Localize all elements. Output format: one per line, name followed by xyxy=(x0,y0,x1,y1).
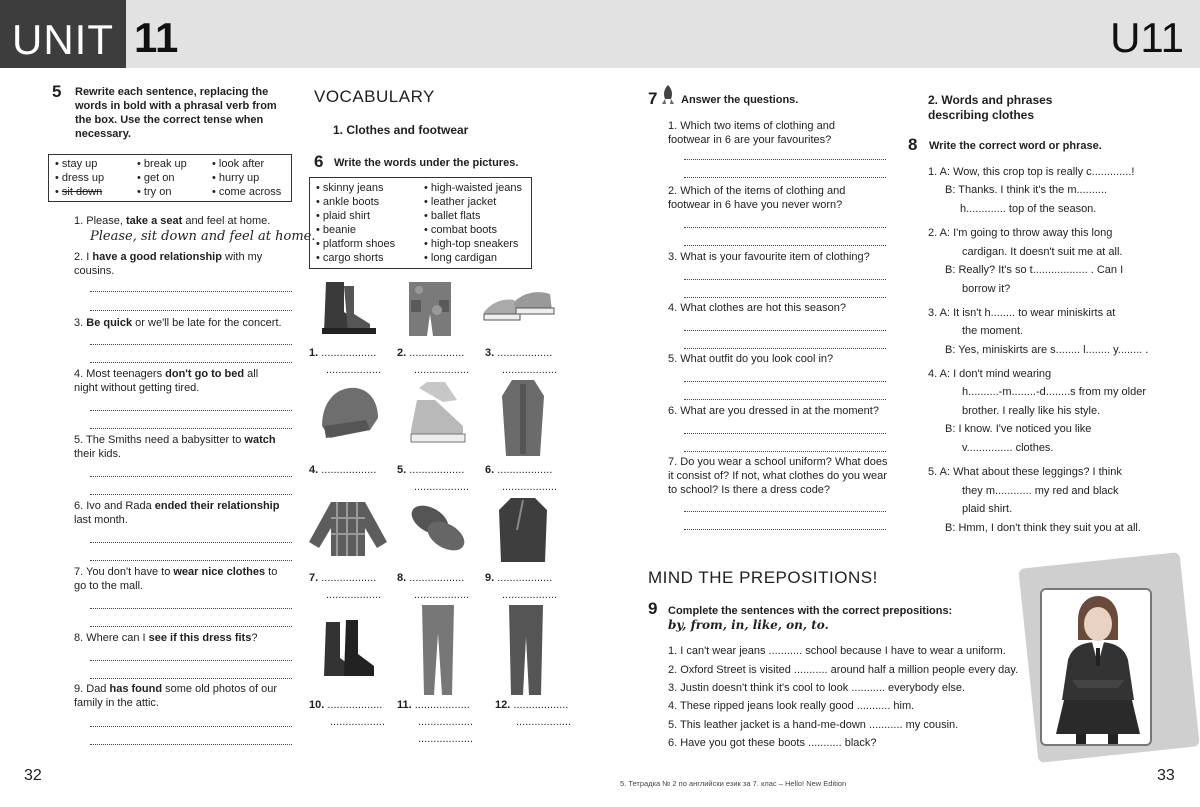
label-8: 8. .................. xyxy=(397,572,465,584)
ex8-line: 4. A: I don't mind wearing xyxy=(928,368,1052,380)
answer-line[interactable] xyxy=(90,362,292,363)
ballet-flats-image xyxy=(408,496,468,558)
ex5-item-8: 8. Where can I see if this dress fits? xyxy=(74,632,258,644)
ex8-line: B: I know. I've noticed you like xyxy=(945,423,1092,435)
ex8-line: B: Really? It's so t.................. . Can I xyxy=(945,264,1124,276)
ex5-item-1: 1. Please, take a seat and feel at home. xyxy=(74,215,271,227)
ex8-line: borrow it? xyxy=(962,283,1011,295)
unit-code: U11 xyxy=(1110,14,1184,61)
box-word: get on xyxy=(143,172,175,184)
ex5-phrasal-box xyxy=(48,154,292,202)
answer-line[interactable] xyxy=(684,177,886,178)
box-col1: • stay up • dress up • sit down xyxy=(55,158,105,198)
ex5-example-answer: Please, sit down and feel at home. xyxy=(90,229,316,244)
ex5-instruction: Rewrite each sentence, replacing the words in bold with a phrasal verb from the box. Use the correct tense when necessary. xyxy=(75,86,277,140)
box-col2: • break up • get on • try on xyxy=(137,158,187,198)
box-word: hurry up xyxy=(218,172,260,184)
label-2: 2. .................. xyxy=(397,347,465,359)
box-word: come across xyxy=(218,186,282,198)
ex7-q4: 4. What clothes are hot this season? xyxy=(668,302,846,314)
unit-number: 11 xyxy=(134,14,179,61)
answer-line[interactable] xyxy=(684,279,886,280)
footer-credit: 5. Тетрадка № 2 по английски език за 7. клас – Hello! New Edition xyxy=(620,779,847,788)
header-bar xyxy=(0,0,1200,68)
ex5-number: 5 xyxy=(52,82,62,101)
label-1-line2: .................. xyxy=(326,364,382,376)
ex6-word-box xyxy=(309,177,532,269)
ex9-item: 2. Oxford Street is visited ........... around half a million people every day. xyxy=(668,664,1019,676)
ex9-item: 3. Justin doesn't think it's cool to look ........... everybody else. xyxy=(668,682,966,694)
ex8-heading: 2. Words and phrases describing clothes xyxy=(928,93,1053,122)
ex9-item: 1. I can't wear jeans ........... school because I have to wear a uniform. xyxy=(668,645,1006,657)
ex8-line: 2. A: I'm going to throw away this long xyxy=(928,227,1113,239)
answer-line[interactable] xyxy=(90,310,292,311)
ex8-line: B: Yes, miniskirts are s........ l........ y........ . xyxy=(945,344,1149,356)
answer-line[interactable] xyxy=(90,542,292,543)
ex7-q2: 2. Which of the items of clothing and footwear in 6 have you never worn? xyxy=(668,185,846,211)
answer-line[interactable] xyxy=(90,476,292,477)
ex8-line: 3. A: It isn't h........ to wear miniskirts at xyxy=(928,307,1116,319)
vocab-subtitle: 1. Clothes and footwear xyxy=(333,123,469,137)
cargo-shorts-image xyxy=(407,280,453,338)
long-cardigan-image xyxy=(500,378,546,458)
ankle-boots-image xyxy=(318,618,380,680)
ex5-item-9: 9. Dad has found some old photos of our family in the attic. xyxy=(74,683,278,709)
ex7-q6: 6. What are you dressed in at the moment? xyxy=(668,405,879,417)
ex9-item: 5. This leather jacket is a hand-me-down ........... my cousin. xyxy=(668,719,959,731)
combat-boots-image xyxy=(318,278,380,336)
ex7-q3: 3. What is your favourite item of clothing? xyxy=(668,251,870,263)
answer-line[interactable] xyxy=(90,744,292,745)
high-waisted-jeans-image xyxy=(505,603,547,697)
answer-line[interactable] xyxy=(684,330,886,331)
answer-line[interactable] xyxy=(90,344,292,345)
plaid-shirt-image xyxy=(307,500,389,558)
answer-line[interactable] xyxy=(90,678,292,679)
label-8-line2: .................. xyxy=(414,589,470,601)
answer-line[interactable] xyxy=(684,348,886,349)
box-word: dress up xyxy=(61,172,105,184)
ex8-line: plaid shirt. xyxy=(962,503,1013,515)
ex8-line: they m............ my red and black xyxy=(962,485,1119,497)
ex8-line: 1. A: Wow, this crop top is really c.............! xyxy=(928,166,1135,178)
leather-jacket-image xyxy=(497,496,549,564)
ex5-item-2: 2. I have a good relationship with my cousins. xyxy=(74,251,263,277)
ex5-item-3: 3. Be quick or we'll be late for the concert. xyxy=(74,317,282,329)
skinny-jeans-image xyxy=(418,603,458,697)
ex5-item-4: 4. Most teenagers don't go to bed all night without getting tired. xyxy=(74,368,259,394)
ex8-line: brother. I really like his style. xyxy=(962,405,1101,417)
ex7-number: 7 xyxy=(648,89,658,108)
label-5: 5. .................. xyxy=(397,464,465,476)
answer-line[interactable] xyxy=(90,660,292,661)
label-1: 1. .................. xyxy=(309,347,377,359)
label-2-line2: .................. xyxy=(414,364,470,376)
ex7-instruction: Answer the questions. xyxy=(681,94,799,106)
answer-line[interactable] xyxy=(684,433,886,434)
page-number-left: 32 xyxy=(24,767,42,784)
label-5-line2: .................. xyxy=(414,481,470,493)
ex8-line: B: Hmm, I don't think they suit you at all. xyxy=(945,522,1141,534)
label-9-line2: .................. xyxy=(502,589,558,601)
answer-line[interactable] xyxy=(684,529,886,530)
ex6-instruction: Write the words under the pictures. xyxy=(334,157,519,169)
label-3: 3. .................. xyxy=(485,347,553,359)
label-12-line2: .................. xyxy=(516,716,572,728)
vocabulary-title: VOCABULARY xyxy=(314,87,435,106)
student-photo xyxy=(1040,588,1152,746)
answer-line[interactable] xyxy=(684,511,886,512)
ex8-line: h............. top of the season. xyxy=(960,203,1097,215)
label-11-line3: .................. xyxy=(418,733,474,745)
answer-line[interactable] xyxy=(90,410,292,411)
ex5-item-5: 5. The Smiths need a babysitter to watch their kids. xyxy=(74,434,276,460)
label-6: 6. .................. xyxy=(485,464,553,476)
label-4: 4. .................. xyxy=(309,464,377,476)
ex6-number: 6 xyxy=(314,152,324,171)
page-number-right: 33 xyxy=(1157,767,1175,784)
ex9-words: by, from, in, like, on, to. xyxy=(668,618,829,632)
answer-line[interactable] xyxy=(90,726,292,727)
answer-line[interactable] xyxy=(684,451,886,452)
label-7-line2: .................. xyxy=(326,589,382,601)
ex8-line: v............... clothes. xyxy=(962,442,1054,454)
answer-line[interactable] xyxy=(90,608,292,609)
box-col3: • look after • hurry up • come across xyxy=(212,158,282,198)
rocket-icon xyxy=(660,84,676,106)
high-top-sneakers-image xyxy=(405,378,475,448)
ex9-item: 6. Have you got these boots ........... black? xyxy=(668,737,877,749)
ex7-q5: 5. What outfit do you look cool in? xyxy=(668,353,834,365)
ex8-line: the moment. xyxy=(962,325,1024,337)
label-9: 9. .................. xyxy=(485,572,553,584)
prepositions-title: MIND THE PREPOSITIONS! xyxy=(648,568,878,587)
box-col2: • high-waisted jeans • leather jacket • ballet flats • combat boots • high-top sneakers • long cardigan xyxy=(424,182,523,264)
ex8-number: 8 xyxy=(908,135,918,154)
answer-line[interactable] xyxy=(90,291,292,292)
answer-line[interactable] xyxy=(684,297,886,298)
ex9-number: 9 xyxy=(648,599,658,618)
ex7-q7: 7. Do you wear a school uniform? What does it consist of? If not, what clothes do you wear to school? Is there a dress code? xyxy=(668,456,888,496)
answer-line[interactable] xyxy=(684,227,886,228)
ex9-instruction: Complete the sentences with the correct prepositions: xyxy=(668,605,953,617)
ex8-instruction: Write the correct word or phrase. xyxy=(929,140,1102,152)
ex9-item: 4. These ripped jeans look really good ........... him. xyxy=(668,700,915,712)
answer-line[interactable] xyxy=(90,428,292,429)
label-6-line2: .................. xyxy=(502,481,558,493)
ex5-item-6: 6. Ivo and Rada ended their relationship last month. xyxy=(74,500,280,526)
answer-line[interactable] xyxy=(90,626,292,627)
ex7-q1: 1. Which two items of clothing and footwear in 6 are your favourites? xyxy=(668,120,835,146)
label-11: 11. .................. xyxy=(397,699,470,711)
box-col1: • skinny jeans • ankle boots • plaid shirt • beanie • platform shoes • cargo shorts xyxy=(316,182,396,264)
beanie-image xyxy=(318,382,380,444)
box-word: break up xyxy=(143,158,187,170)
ex8-line: cardigan. It doesn't suit me at all. xyxy=(962,246,1123,258)
platform-shoes-image xyxy=(480,284,556,330)
label-10-line2: .................. xyxy=(330,716,386,728)
answer-line[interactable] xyxy=(90,560,292,561)
unit-label: UNIT xyxy=(0,0,126,68)
ex8-line: B: Thanks. I think it's the m.......... xyxy=(945,184,1108,196)
box-word: stay up xyxy=(61,158,98,170)
label-11-line2: .................. xyxy=(418,716,474,728)
answer-line[interactable] xyxy=(684,159,886,160)
box-word: look after xyxy=(218,158,265,170)
label-10: 10. .................. xyxy=(309,699,383,711)
label-12: 12. .................. xyxy=(495,699,569,711)
answer-line[interactable] xyxy=(90,494,292,495)
ex8-line: h..........-m........-d........s from my older xyxy=(962,386,1146,398)
answer-line[interactable] xyxy=(684,399,886,400)
ex5-item-7: 7. You don't have to wear nice clothes to go to the mall. xyxy=(74,566,278,592)
box-word-used: sit down xyxy=(61,186,103,198)
answer-line[interactable] xyxy=(684,381,886,382)
label-3-line2: .................. xyxy=(502,364,558,376)
box-word: try on xyxy=(143,186,172,198)
label-7: 7. .................. xyxy=(309,572,377,584)
ex8-line: 5. A: What about these leggings? I think xyxy=(928,466,1122,478)
answer-line[interactable] xyxy=(684,245,886,246)
